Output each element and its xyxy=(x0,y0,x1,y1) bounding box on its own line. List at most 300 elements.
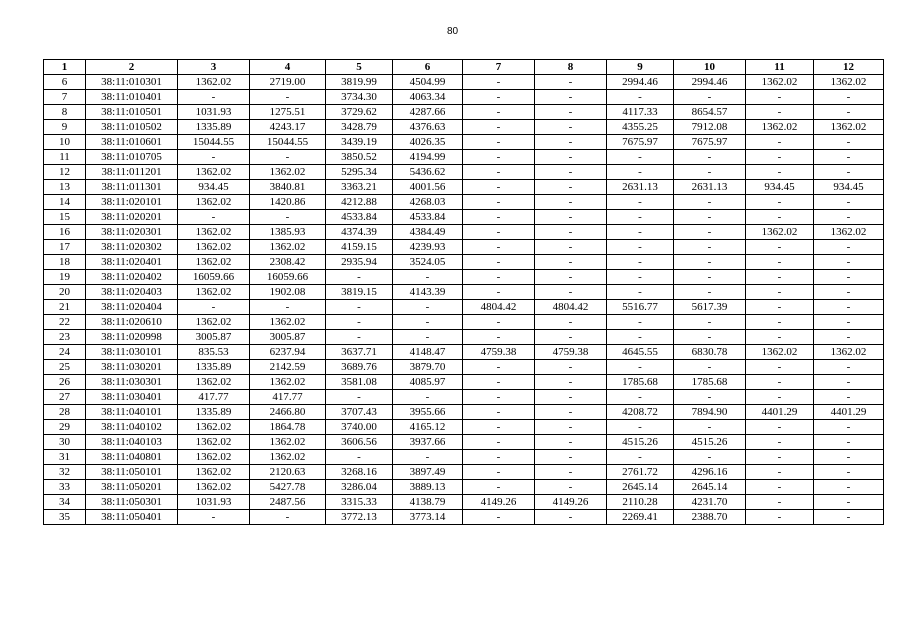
table-cell: 3286.04 xyxy=(326,480,393,495)
table-cell: 4533.84 xyxy=(326,210,393,225)
table-cell: - xyxy=(535,450,607,465)
table-cell: - xyxy=(607,270,674,285)
table-cell: - xyxy=(674,360,746,375)
table-cell: 835.53 xyxy=(178,345,250,360)
table-cell: - xyxy=(674,240,746,255)
column-header: 10 xyxy=(674,60,746,75)
table-cell: - xyxy=(607,390,674,405)
table-cell: 38:11:010601 xyxy=(86,135,178,150)
table-cell: 19 xyxy=(44,270,86,285)
table-row xyxy=(44,195,884,210)
table-cell: 20 xyxy=(44,285,86,300)
table-cell: 1362.02 xyxy=(814,345,884,360)
column-header: 11 xyxy=(746,60,814,75)
table-cell: 38:11:040101 xyxy=(86,405,178,420)
table-cell: 1362.02 xyxy=(178,375,250,390)
table-row xyxy=(44,450,884,465)
table-cell: 30 xyxy=(44,435,86,450)
table-cell: - xyxy=(463,150,535,165)
table-cell: - xyxy=(463,255,535,270)
table-row xyxy=(44,150,884,165)
table-row xyxy=(44,225,884,240)
table-cell: - xyxy=(393,300,463,315)
table-cell: - xyxy=(607,285,674,300)
table-cell: 3850.52 xyxy=(326,150,393,165)
table-cell: 1902.08 xyxy=(250,285,326,300)
table-cell: 1362.02 xyxy=(814,120,884,135)
table-cell: 28 xyxy=(44,405,86,420)
table-cell: 4804.42 xyxy=(463,300,535,315)
table-cell: 2645.14 xyxy=(607,480,674,495)
table-cell: 1275.51 xyxy=(250,105,326,120)
table-cell: - xyxy=(463,240,535,255)
column-header: 12 xyxy=(814,60,884,75)
table-cell: - xyxy=(463,375,535,390)
table-cell: 18 xyxy=(44,255,86,270)
column-header: 5 xyxy=(326,60,393,75)
table-cell: - xyxy=(250,90,326,105)
table-cell: 1362.02 xyxy=(746,345,814,360)
table-cell: 2631.13 xyxy=(674,180,746,195)
table-cell: 4239.93 xyxy=(393,240,463,255)
table-cell: - xyxy=(535,120,607,135)
table-cell: - xyxy=(674,315,746,330)
table-cell: - xyxy=(607,150,674,165)
table-cell: - xyxy=(814,135,884,150)
table-cell: 17 xyxy=(44,240,86,255)
table-cell: - xyxy=(674,195,746,210)
table-cell: 4759.38 xyxy=(463,345,535,360)
table-cell: 16059.66 xyxy=(250,270,326,285)
table-cell: 27 xyxy=(44,390,86,405)
table-cell: 1362.02 xyxy=(178,480,250,495)
table-cell: - xyxy=(814,480,884,495)
table-cell: 1362.02 xyxy=(178,165,250,180)
table-cell: 38:11:050301 xyxy=(86,495,178,510)
table-cell: 2719.00 xyxy=(250,75,326,90)
table-row xyxy=(44,300,884,315)
table-cell: - xyxy=(814,240,884,255)
table-cell: 38:11:040103 xyxy=(86,435,178,450)
table-cell: 934.45 xyxy=(814,180,884,195)
table-cell: - xyxy=(393,390,463,405)
table-cell: - xyxy=(607,255,674,270)
table-cell: 14 xyxy=(44,195,86,210)
table-cell: 7675.97 xyxy=(674,135,746,150)
table-cell: - xyxy=(463,510,535,525)
table-cell: 38:11:020201 xyxy=(86,210,178,225)
table-cell: - xyxy=(178,510,250,525)
table-cell: 1362.02 xyxy=(250,375,326,390)
table-row xyxy=(44,240,884,255)
table-cell: 4374.39 xyxy=(326,225,393,240)
table-cell: 4212.88 xyxy=(326,195,393,210)
table-cell: - xyxy=(463,330,535,345)
table-cell: 7675.97 xyxy=(607,135,674,150)
table-cell: - xyxy=(746,165,814,180)
table-cell: 38:11:030201 xyxy=(86,360,178,375)
table-cell: - xyxy=(746,510,814,525)
table-cell: - xyxy=(326,300,393,315)
table-cell: - xyxy=(746,195,814,210)
table-row xyxy=(44,375,884,390)
table-cell: - xyxy=(463,195,535,210)
table-row xyxy=(44,465,884,480)
table-cell: 2631.13 xyxy=(607,180,674,195)
table-cell: 4001.56 xyxy=(393,180,463,195)
cadastral-value-table xyxy=(43,59,884,525)
table-cell: 7894.90 xyxy=(674,405,746,420)
table-cell: 7912.08 xyxy=(674,120,746,135)
table-cell: 3606.56 xyxy=(326,435,393,450)
table-cell: 1362.02 xyxy=(178,255,250,270)
table-cell: - xyxy=(535,375,607,390)
table-cell: 15044.55 xyxy=(250,135,326,150)
table-cell: - xyxy=(746,480,814,495)
table-cell: - xyxy=(746,150,814,165)
table-cell: - xyxy=(814,360,884,375)
column-header: 3 xyxy=(178,60,250,75)
table-cell: - xyxy=(326,390,393,405)
table-cell: - xyxy=(814,420,884,435)
table-cell: 3637.71 xyxy=(326,345,393,360)
table-cell: - xyxy=(535,225,607,240)
table-cell: 3772.13 xyxy=(326,510,393,525)
table-cell: - xyxy=(535,210,607,225)
table-row xyxy=(44,435,884,450)
table-cell: 4515.26 xyxy=(607,435,674,450)
table-row xyxy=(44,165,884,180)
table-cell: 4117.33 xyxy=(607,105,674,120)
table-cell: 23 xyxy=(44,330,86,345)
table-cell: - xyxy=(607,210,674,225)
table-cell: 3740.00 xyxy=(326,420,393,435)
table-cell: 1362.02 xyxy=(178,285,250,300)
table-row xyxy=(44,405,884,420)
table-cell: - xyxy=(393,450,463,465)
table-cell: 1785.68 xyxy=(607,375,674,390)
table-cell: 3897.49 xyxy=(393,465,463,480)
table-cell: 7 xyxy=(44,90,86,105)
table-cell: 38:11:010401 xyxy=(86,90,178,105)
table-cell: 4149.26 xyxy=(463,495,535,510)
table-cell: 4159.15 xyxy=(326,240,393,255)
table-cell: 9 xyxy=(44,120,86,135)
table-cell: 4143.39 xyxy=(393,285,463,300)
table-cell: 38:11:011201 xyxy=(86,165,178,180)
table-cell: 38:11:010301 xyxy=(86,75,178,90)
table-row xyxy=(44,120,884,135)
table-cell: 3428.79 xyxy=(326,120,393,135)
table-row xyxy=(44,255,884,270)
table-cell: 6830.78 xyxy=(674,345,746,360)
table-cell: 38:11:020610 xyxy=(86,315,178,330)
table-cell: - xyxy=(674,390,746,405)
table-cell: 8654.57 xyxy=(674,105,746,120)
table-cell: 4149.26 xyxy=(535,495,607,510)
table-cell: - xyxy=(535,360,607,375)
table-cell: - xyxy=(463,180,535,195)
table-cell: 3819.15 xyxy=(326,285,393,300)
table-cell: 3315.33 xyxy=(326,495,393,510)
table-cell: - xyxy=(814,270,884,285)
table-cell: 3268.16 xyxy=(326,465,393,480)
table-cell: 38:11:011301 xyxy=(86,180,178,195)
table-cell: - xyxy=(814,510,884,525)
table-cell: - xyxy=(814,450,884,465)
table-cell: 4504.99 xyxy=(393,75,463,90)
table-cell: - xyxy=(535,330,607,345)
table-cell: 4355.25 xyxy=(607,120,674,135)
column-header: 7 xyxy=(463,60,535,75)
table-cell: 1362.02 xyxy=(178,195,250,210)
table-cell: - xyxy=(463,105,535,120)
table-cell: 4243.17 xyxy=(250,120,326,135)
table-cell: 3524.05 xyxy=(393,255,463,270)
table-cell: - xyxy=(250,150,326,165)
table-cell: 3581.08 xyxy=(326,375,393,390)
table-cell: 1362.02 xyxy=(178,75,250,90)
table-row xyxy=(44,285,884,300)
table-cell: - xyxy=(463,285,535,300)
table-cell: 29 xyxy=(44,420,86,435)
table-cell: 4148.47 xyxy=(393,345,463,360)
table-cell: 31 xyxy=(44,450,86,465)
table-cell: - xyxy=(746,420,814,435)
table-cell: 1362.02 xyxy=(178,225,250,240)
table-cell: 2120.63 xyxy=(250,465,326,480)
table-cell: 2935.94 xyxy=(326,255,393,270)
table-cell: - xyxy=(746,465,814,480)
table-cell: - xyxy=(746,360,814,375)
table-cell: 38:11:020302 xyxy=(86,240,178,255)
table-cell: - xyxy=(607,360,674,375)
table-cell: - xyxy=(746,90,814,105)
table-body xyxy=(44,75,884,525)
table-cell: 38:11:020404 xyxy=(86,300,178,315)
table-cell: - xyxy=(535,480,607,495)
table-cell: 1385.93 xyxy=(250,225,326,240)
table-cell: - xyxy=(535,195,607,210)
table-cell: - xyxy=(535,255,607,270)
table-cell: - xyxy=(178,210,250,225)
table-cell: - xyxy=(674,225,746,240)
table-cell: - xyxy=(535,285,607,300)
table-cell: 16 xyxy=(44,225,86,240)
table-cell: 3937.66 xyxy=(393,435,463,450)
table-cell: 4026.35 xyxy=(393,135,463,150)
table-cell: 1362.02 xyxy=(250,315,326,330)
table-cell: - xyxy=(535,240,607,255)
table-row xyxy=(44,90,884,105)
table-cell: 3955.66 xyxy=(393,405,463,420)
table-cell: - xyxy=(607,330,674,345)
table-cell: - xyxy=(535,150,607,165)
table-cell: - xyxy=(746,300,814,315)
table-cell: 22 xyxy=(44,315,86,330)
table-row xyxy=(44,345,884,360)
table-cell: - xyxy=(326,330,393,345)
column-header: 4 xyxy=(250,60,326,75)
table-cell: 1031.93 xyxy=(178,495,250,510)
table-cell: - xyxy=(535,405,607,420)
table-cell: - xyxy=(814,105,884,120)
table-cell: 934.45 xyxy=(178,180,250,195)
table-cell: 38:11:030101 xyxy=(86,345,178,360)
table-cell: 4401.29 xyxy=(814,405,884,420)
table-cell: - xyxy=(250,300,326,315)
table-cell: - xyxy=(463,270,535,285)
table-cell: 12 xyxy=(44,165,86,180)
table-cell: - xyxy=(674,255,746,270)
table-cell: - xyxy=(250,510,326,525)
table-cell: 1362.02 xyxy=(178,315,250,330)
table-cell: - xyxy=(746,285,814,300)
table-cell: - xyxy=(326,315,393,330)
table-cell: 38:11:020101 xyxy=(86,195,178,210)
table-cell: 1362.02 xyxy=(178,240,250,255)
table-cell: 5427.78 xyxy=(250,480,326,495)
table-cell: 1335.89 xyxy=(178,405,250,420)
table-cell: - xyxy=(814,195,884,210)
table-cell: - xyxy=(535,165,607,180)
table-cell: 21 xyxy=(44,300,86,315)
table-cell: 32 xyxy=(44,465,86,480)
table-cell: - xyxy=(746,240,814,255)
table-cell: - xyxy=(535,180,607,195)
table-cell: 3707.43 xyxy=(326,405,393,420)
table-cell: - xyxy=(535,90,607,105)
table-cell: - xyxy=(814,210,884,225)
table-cell: 6 xyxy=(44,75,86,90)
table-cell: - xyxy=(814,165,884,180)
table-cell: - xyxy=(326,270,393,285)
table-cell: 934.45 xyxy=(746,180,814,195)
table-cell: 4804.42 xyxy=(535,300,607,315)
table-cell: - xyxy=(674,210,746,225)
table-cell: - xyxy=(674,420,746,435)
table-cell: 2142.59 xyxy=(250,360,326,375)
table-cell: - xyxy=(535,510,607,525)
column-header: 9 xyxy=(607,60,674,75)
table-cell: 3439.19 xyxy=(326,135,393,150)
table-cell: 38:11:040102 xyxy=(86,420,178,435)
table-cell: - xyxy=(463,165,535,180)
table-cell: - xyxy=(607,240,674,255)
table-row xyxy=(44,360,884,375)
table-cell: 3819.99 xyxy=(326,75,393,90)
table-cell: - xyxy=(746,495,814,510)
table-cell: - xyxy=(607,420,674,435)
table-cell: 1362.02 xyxy=(178,420,250,435)
table-cell: 4287.66 xyxy=(393,105,463,120)
table-cell: 1362.02 xyxy=(814,75,884,90)
table-cell: - xyxy=(607,225,674,240)
table-cell: - xyxy=(814,255,884,270)
table-cell: - xyxy=(178,300,250,315)
table-cell: 3889.13 xyxy=(393,480,463,495)
table-cell: - xyxy=(463,435,535,450)
table-cell: 417.77 xyxy=(250,390,326,405)
table-cell: 4384.49 xyxy=(393,225,463,240)
table-cell: 2110.28 xyxy=(607,495,674,510)
table-cell: - xyxy=(674,150,746,165)
table-cell: 5436.62 xyxy=(393,165,463,180)
table-cell: 1362.02 xyxy=(746,225,814,240)
table-cell: 1362.02 xyxy=(178,465,250,480)
table-cell: - xyxy=(814,300,884,315)
table-row xyxy=(44,270,884,285)
table-cell: 2269.41 xyxy=(607,510,674,525)
table-row xyxy=(44,420,884,435)
table-cell: 4138.79 xyxy=(393,495,463,510)
table-cell: 38:11:040801 xyxy=(86,450,178,465)
column-header: 1 xyxy=(44,60,86,75)
table-cell: - xyxy=(814,465,884,480)
table-cell: 38:11:030301 xyxy=(86,375,178,390)
table-cell: 4231.70 xyxy=(674,495,746,510)
table-cell: 38:11:010705 xyxy=(86,150,178,165)
table-cell: 3689.76 xyxy=(326,360,393,375)
table-cell: 11 xyxy=(44,150,86,165)
table-cell: 4376.63 xyxy=(393,120,463,135)
table-cell: 38:11:020301 xyxy=(86,225,178,240)
table-row xyxy=(44,495,884,510)
table-header-row xyxy=(44,60,884,75)
table-cell: - xyxy=(463,75,535,90)
table-cell: 5295.34 xyxy=(326,165,393,180)
table-cell: 1362.02 xyxy=(250,165,326,180)
table-cell: 3734.30 xyxy=(326,90,393,105)
table-cell: 4645.55 xyxy=(607,345,674,360)
table-cell: - xyxy=(674,165,746,180)
table-cell: 2487.56 xyxy=(250,495,326,510)
table-cell: 16059.66 xyxy=(178,270,250,285)
table-cell: 5516.77 xyxy=(607,300,674,315)
table-cell: - xyxy=(463,210,535,225)
table-cell: - xyxy=(746,330,814,345)
table-cell: 3005.87 xyxy=(250,330,326,345)
table-cell: - xyxy=(535,435,607,450)
table-cell: 4759.38 xyxy=(535,345,607,360)
table-cell: 4296.16 xyxy=(674,465,746,480)
table-cell: - xyxy=(814,390,884,405)
table-cell: 33 xyxy=(44,480,86,495)
table-cell: - xyxy=(463,315,535,330)
table-row xyxy=(44,180,884,195)
table-cell: - xyxy=(674,90,746,105)
table-cell: 10 xyxy=(44,135,86,150)
table-cell: - xyxy=(814,330,884,345)
table-cell: - xyxy=(814,435,884,450)
table-cell: - xyxy=(393,270,463,285)
table-cell: - xyxy=(746,210,814,225)
table-cell: 25 xyxy=(44,360,86,375)
table-cell: 1362.02 xyxy=(814,225,884,240)
column-header: 2 xyxy=(86,60,178,75)
table-cell: - xyxy=(463,465,535,480)
table-cell: - xyxy=(463,225,535,240)
table-row xyxy=(44,135,884,150)
table-cell: 38:11:020401 xyxy=(86,255,178,270)
table-cell: - xyxy=(814,315,884,330)
table-cell: - xyxy=(746,435,814,450)
table-row xyxy=(44,105,884,120)
table-cell: 6237.94 xyxy=(250,345,326,360)
table-row xyxy=(44,480,884,495)
table-cell: 15044.55 xyxy=(178,135,250,150)
table-cell: - xyxy=(814,90,884,105)
